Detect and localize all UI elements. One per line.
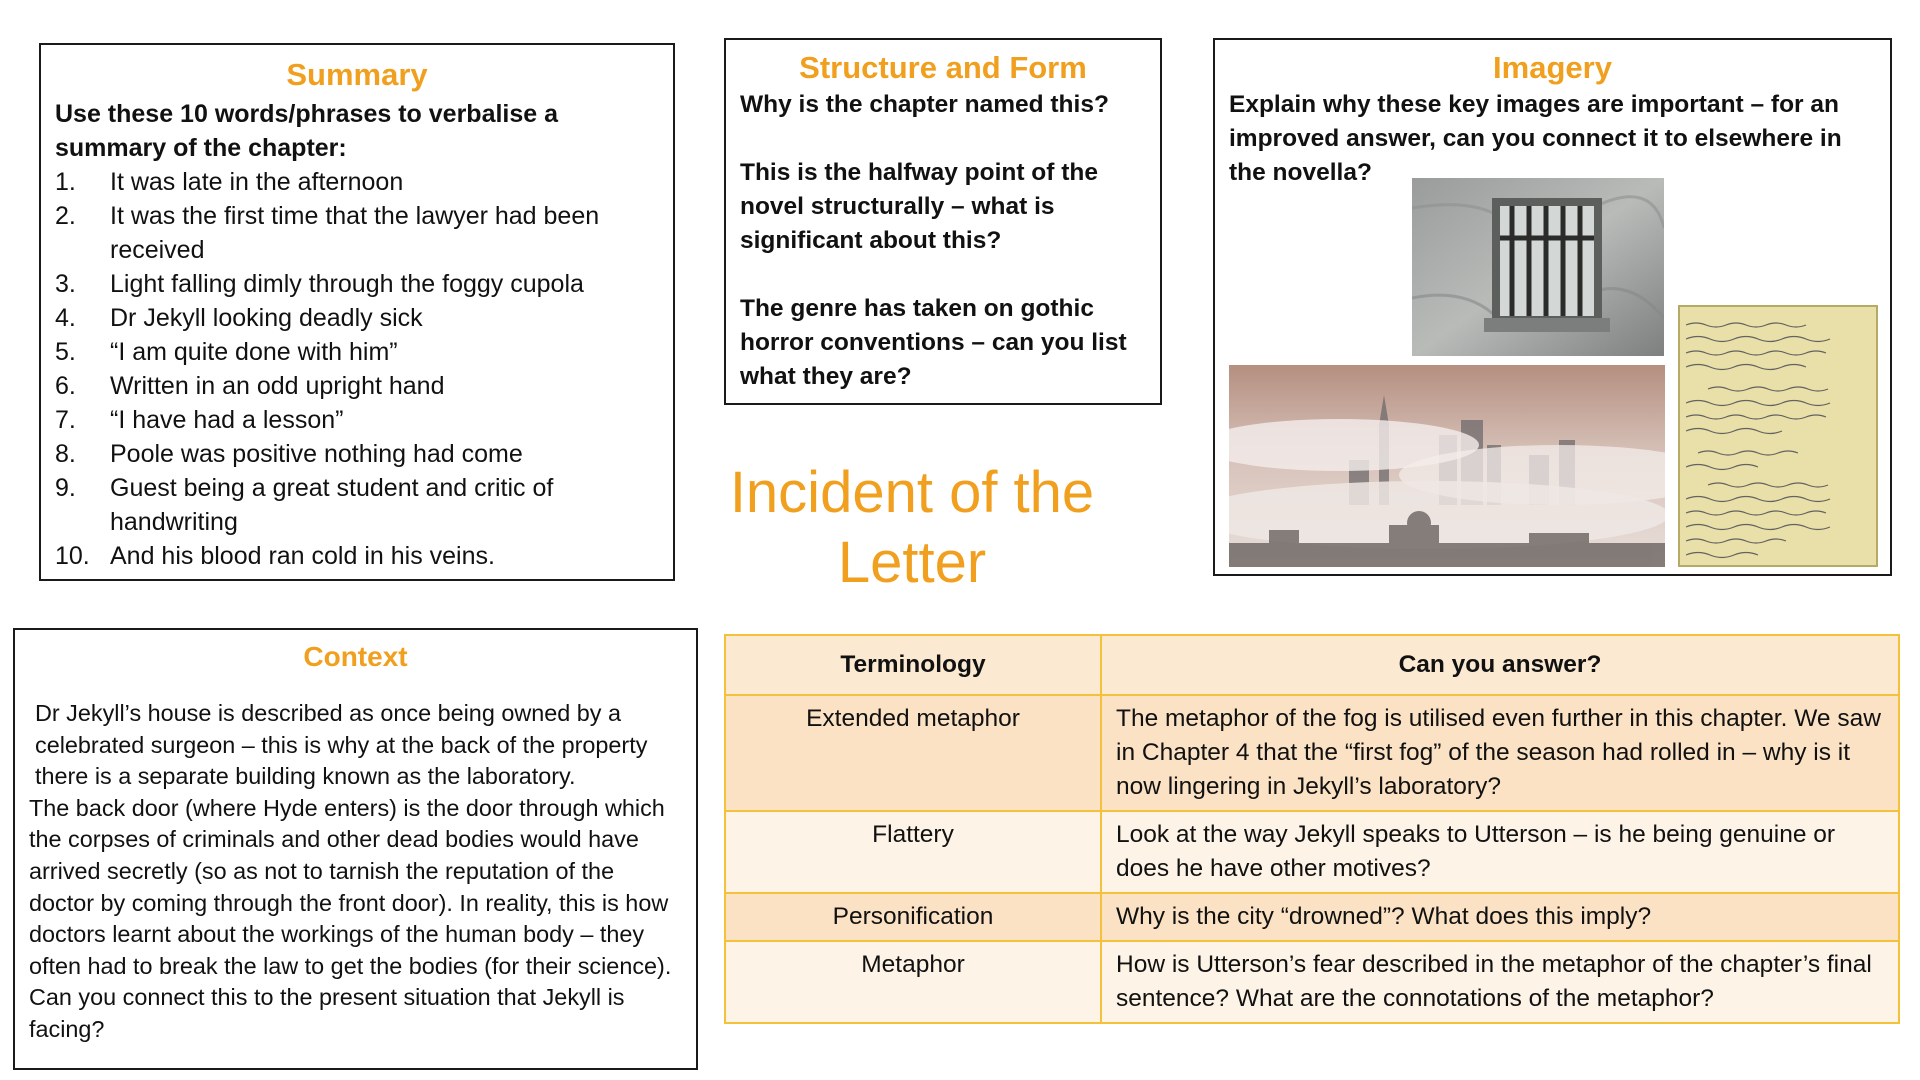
chapter-title-line-2: Letter — [837, 530, 987, 595]
list-item — [55, 403, 659, 437]
list-number: 4. — [55, 304, 76, 332]
table-row — [725, 695, 1899, 811]
term-cell: Personification — [725, 893, 1101, 941]
list-item — [55, 471, 659, 539]
list-number: 9. — [55, 474, 76, 502]
list-text: And his blood ran cold in his veins. — [110, 542, 495, 570]
list-item — [55, 335, 659, 369]
terminology-table — [724, 634, 1900, 1024]
context-paragraph: Dr Jekyll’s house is described as once being owned by a celebrated surgeon – this is why at the back of the property there is a separate building known as the laboratory. — [35, 700, 648, 790]
structure-question: The genre has taken on gothic horror conventions – can you list what they are? — [740, 295, 1127, 390]
column-header-terminology: Terminology — [725, 635, 1101, 695]
term-cell: Metaphor — [725, 941, 1101, 1023]
structure-question: This is the halfway point of the novel structurally – what is significant about this? — [740, 159, 1098, 254]
list-item — [55, 165, 659, 199]
list-item — [55, 369, 659, 403]
table-row — [725, 893, 1899, 941]
foggy-city-image — [1229, 365, 1665, 567]
structure-question: Why is the chapter named this? — [740, 91, 1109, 118]
answer-cell: The metaphor of the fog is utilised even further in this chapter. We saw in Chapter 4 that the “first fog” of the season had rolled in – why is it now lingering in Jekyll’s laboratory? — [1101, 695, 1899, 811]
structure-form-title: Structure and Form — [799, 50, 1087, 85]
list-item — [55, 437, 659, 471]
answer-cell: Why is the city “drowned”? What does this imply? — [1101, 893, 1899, 941]
list-number: 2. — [55, 202, 76, 230]
table-row — [725, 811, 1899, 893]
list-text: “I am quite done with him” — [110, 338, 398, 366]
list-text: Light falling dimly through the foggy cupola — [110, 270, 584, 298]
list-text: It was late in the afternoon — [110, 168, 404, 196]
barred-window-image — [1412, 178, 1664, 356]
list-number: 5. — [55, 338, 76, 366]
list-item — [55, 539, 659, 573]
list-text: Dr Jekyll looking deadly sick — [110, 304, 423, 332]
list-text: It was the first time that the lawyer had been received — [110, 202, 600, 264]
table-header-row — [725, 635, 1899, 695]
list-number: 7. — [55, 406, 76, 434]
summary-title: Summary — [286, 57, 428, 92]
list-item — [55, 301, 659, 335]
table-row — [725, 941, 1899, 1023]
structure-form-panel — [724, 38, 1162, 405]
imagery-panel — [1213, 38, 1892, 576]
list-number: 3. — [55, 270, 76, 298]
summary-panel — [39, 43, 675, 581]
list-item — [55, 267, 659, 301]
context-paragraph: The back door (where Hyde enters) is the door through which the corpses of criminals and other dead bodies would have arrived secretly (so as not to tarnish the reputation of the doctor by coming through the front door). In reality, this is how doctors learnt about the workings of the human body – they often had to break the law to get the bodies (for their science). Can you connect this to the present situation that Jekyll is facing? — [29, 794, 672, 1042]
handwritten-letter-image — [1678, 305, 1878, 567]
imagery-question: Explain why these key images are important – for an improved answer, can you connect it to elsewhere in the novella? — [1229, 91, 1842, 186]
list-text: Written in an odd upright hand — [110, 372, 445, 400]
imagery-title: Imagery — [1493, 50, 1612, 85]
summary-list — [55, 165, 659, 573]
list-item — [55, 199, 659, 267]
answer-cell: How is Utterson’s fear described in the metaphor of the chapter’s final sentence? What are the connotations of the metaphor? — [1101, 941, 1899, 1023]
list-number: 10. — [55, 542, 90, 570]
list-number: 6. — [55, 372, 76, 400]
list-text: Guest being a great student and critic of handwriting — [110, 474, 554, 536]
context-panel — [13, 628, 698, 1070]
term-cell: Flattery — [725, 811, 1101, 893]
term-cell: Extended metaphor — [725, 695, 1101, 811]
answer-cell: Look at the way Jekyll speaks to Utterson – is he being genuine or does he have other motives? — [1101, 811, 1899, 893]
list-number: 1. — [55, 168, 76, 196]
chapter-title-line-1: Incident of the — [729, 460, 1095, 525]
context-body — [29, 698, 682, 1046]
list-text: “I have had a lesson” — [110, 406, 344, 434]
chapter-title — [700, 458, 1124, 598]
summary-intro: Use these 10 words/phrases to verbalise a summary of the chapter: — [55, 100, 559, 162]
context-title: Context — [303, 641, 408, 672]
list-number: 8. — [55, 440, 76, 468]
column-header-answer: Can you answer? — [1101, 635, 1899, 695]
list-text: Poole was positive nothing had come — [110, 440, 523, 468]
